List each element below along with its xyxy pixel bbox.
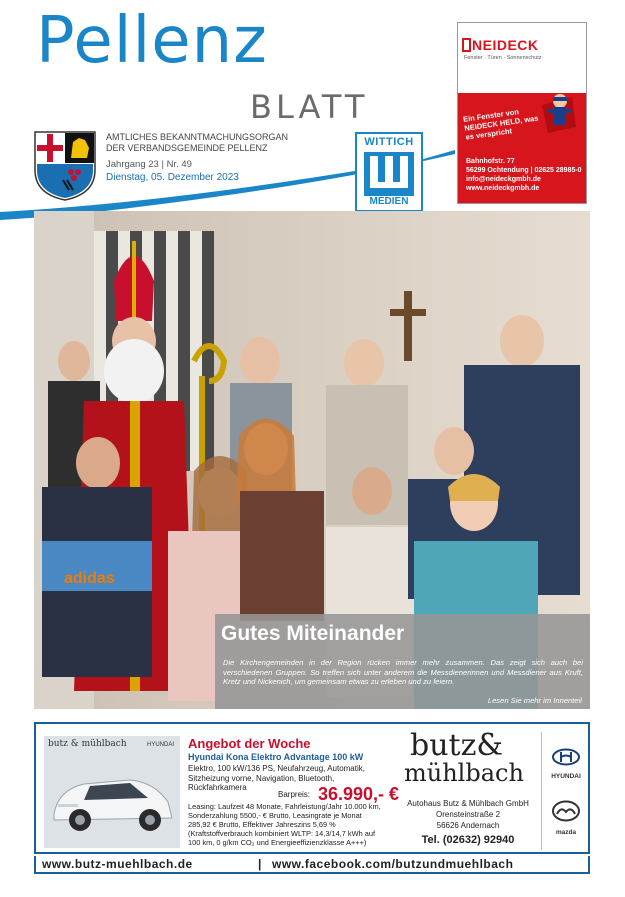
issue-number: Jahrgang 23 | Nr. 49: [106, 159, 192, 170]
neideck-brand: NEIDECK: [472, 37, 539, 53]
wittich-medien-logo: WITTICH MEDIEN: [355, 132, 425, 212]
dealer-website-link[interactable]: www.butz-muehlbach.de: [42, 857, 193, 871]
brand-logos: [541, 732, 587, 850]
offer-specs: Elektro, 100 kW/136 PS, Neufahrzeug, Automatik, Sitzheizung vorne, Navigation, Bluetooth, Rückfahrkamera: [188, 764, 365, 792]
dealer-facebook-link[interactable]: www.facebook.com/butzundmuehlbach: [272, 857, 514, 871]
neideck-contact: Bahnhofstr. 77 56299 Ochtendung | 02625 28985-0 info@neideckgmbh.de www.neideckgmbh.de: [466, 158, 582, 192]
photo-brand-logo: HYUNDAI: [146, 742, 174, 748]
price-label: Barpreis:: [278, 790, 311, 799]
cover-caption-box: [215, 614, 590, 709]
wittich-w-icon: [364, 152, 414, 196]
photo-dealer-logo: butz & mühlbach: [48, 739, 127, 749]
shirt-print: adidas: [64, 570, 115, 587]
offer-price: 36.990,- €: [318, 784, 400, 804]
hyundai-icon: [551, 748, 581, 766]
neideck-tagline: Fenster · Türen · Sonnenschutz: [464, 55, 542, 61]
newspaper-subtitle: BLATT: [250, 88, 369, 126]
footer-separator: |: [258, 857, 262, 871]
car-icon: [44, 736, 180, 848]
dealer-phone[interactable]: Tel. (02632) 92940: [421, 834, 515, 846]
car-photo: [44, 736, 180, 848]
ad-footer-links: [34, 856, 590, 874]
coat-of-arms-icon: [33, 130, 97, 202]
read-more-link[interactable]: Lesen Sie mehr im Innenteil: [487, 696, 582, 705]
mazda-icon: [551, 800, 581, 822]
masthead: [0, 0, 625, 215]
publication-authority: AMTLICHES BEKANNTMACHUNGSORGAN DER VERBANDSGEMEINDE PELLENZ: [106, 132, 289, 153]
offer-title: Angebot der Woche: [188, 736, 311, 751]
issue-date: Dienstag, 05. Dezember 2023: [106, 172, 239, 183]
window-icon: [462, 38, 471, 52]
newspaper-title: Pellenz: [36, 4, 268, 78]
dealer-ad[interactable]: [34, 722, 590, 854]
mazda-logo: mazda: [546, 800, 586, 836]
neideck-ad[interactable]: [457, 22, 587, 204]
leasing-terms: Leasing: Laufzeit 48 Monate, Fahrleistung/Jahr 10.000 km, Sonderzahlung 5500,- € Brutto, Leasingrate je Monat 285,92 € Brutto, Effektiver Jahreszins 5,69 % (Kraftstoffverbrauch kombiniert WLTP: 14,3/14,7 kWh auf 100 km, 0 g/km CO₂ und Energieeffizienzklasse A+++): [188, 802, 381, 847]
neideck-slogan: Ein Fenster von NEIDECK HELD, was es verspricht: [462, 107, 539, 142]
cover-headline: Gutes Miteinander: [221, 622, 405, 645]
hyundai-logo: HYUNDAI: [546, 748, 586, 780]
dealer-address: Autohaus Butz & Mühlbach GmbH Orensteinstraße 2 56626 Andernach: [407, 799, 529, 830]
cover-teaser: Die Kirchengemeinden in der Region rücken immer mehr zusammen. Das zeigt sich auch bei verschiedenen Gruppen. So treffen sich unter anderem die Messdienerinnen und Messdiener aus Kruft, Kretz und Nickenich, um gemeinsam etwas zu erleben und zu feiern.: [223, 658, 583, 687]
butz-muehlbach-logo: butz& mühlbach: [404, 728, 524, 787]
offer-model: Hyundai Kona Elektro Advantage 100 kW: [188, 752, 364, 762]
